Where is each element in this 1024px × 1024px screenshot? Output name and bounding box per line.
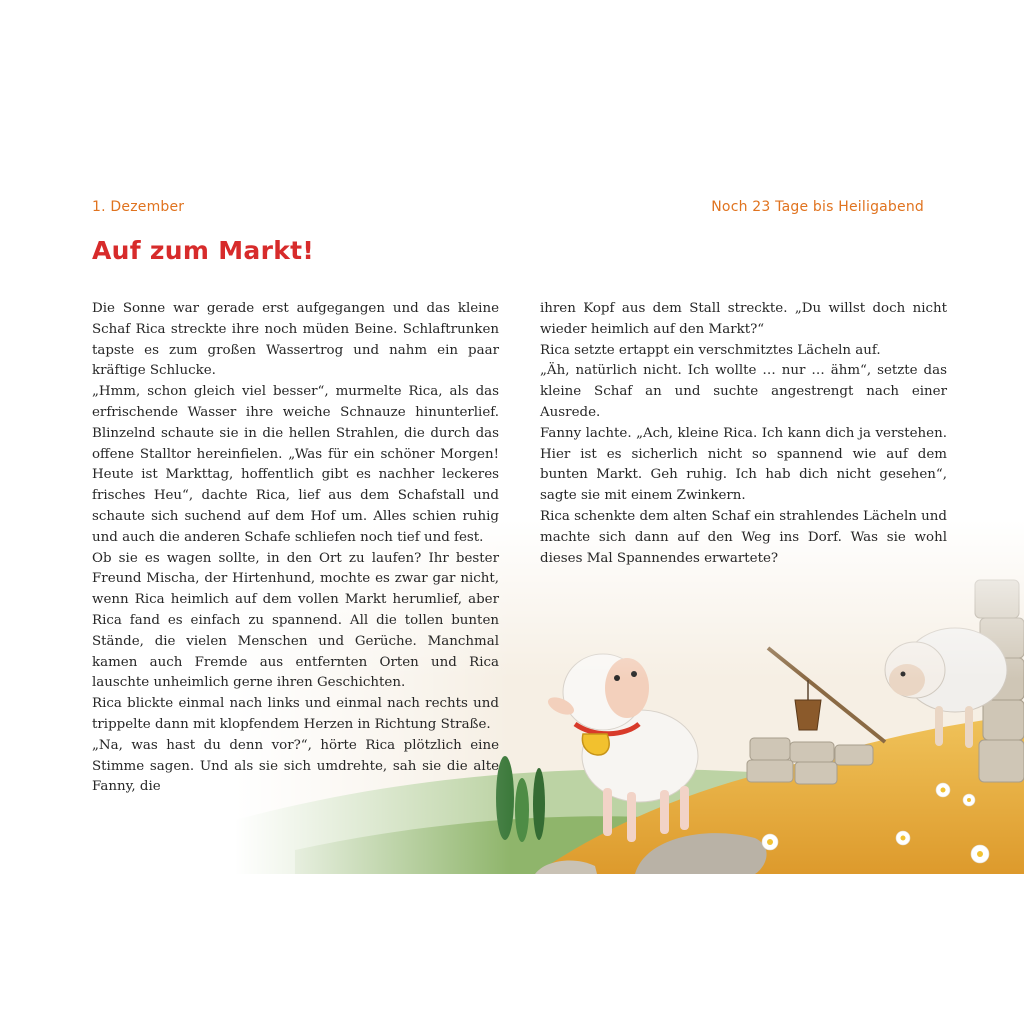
paragraph: Rica blickte einmal nach links und einmal nach rechts und trippelte dann mit klopfendem Herzen in Richtung Straße.: [92, 696, 499, 732]
christmas-countdown: Noch 23 Tage bis Heiligabend: [711, 199, 924, 215]
paragraph: Rica setzte ertappt ein verschmitztes Lächeln auf.: [540, 342, 881, 358]
paragraph: Rica schenkte dem alten Schaf ein strahlendes Lächeln und machte sich dann auf den Weg ins Dorf. Was sie wohl dieses Mal Spannendes erwartete?: [540, 508, 947, 566]
paragraph: Ob sie es wagen sollte, in den Ort zu laufen? Ihr bester Freund Mischa, der Hirtenhund, mochte es zwar gar nicht, wenn Rica heimlich auf dem vollen Markt herumlief, aber Rica fand es einfach zu spannend. All die tollen bunten Stände, die vielen Menschen und Gerüche. Manchmal kamen auch Fremde aus entfernten Orten und Rica lauschte unheimlich gerne ihren Geschichten.: [92, 550, 499, 691]
paragraph: Die Sonne war gerade erst aufgegangen und das kleine Schaf Rica streckte ihre noch müden Beine. Schlaftrunken tapste es zum großen Wassertrog und nahm ein paar kräftige Schlucke.: [92, 301, 499, 379]
text-column-right: [540, 299, 947, 569]
paragraph: „Hmm, schon gleich viel besser“, murmelte Rica, als das erfrischende Wasser ihre weiche Schnauze hinunterlief. Blinzelnd schaute sie in die hellen Strahlen, die durch das offene Stalltor hereinfielen. „Was für ein schöner Morgen! Heute ist Markttag, hoffentlich gibt es nachher leckeres frisches Heu“, dachte Rica, lief aus dem Schafstall und schaute sich suchend auf dem Hof um. Alles schien ruhig und auch die anderen Schafe schliefen noch tief und fest.: [92, 384, 499, 545]
paragraph: „Na, was hast du denn vor?“, hörte Rica plötzlich eine Stimme sagen. Und als sie sich umdrehte, sah sie die alte Fanny, die: [92, 737, 499, 795]
paragraph: „Äh, natürlich nicht. Ich wollte … nur … ähm“, setzte das kleine Schaf an und suchte angestrengt nach einer Ausrede.: [540, 363, 947, 420]
story-title: Auf zum Markt!: [92, 236, 315, 265]
chapter-date: 1. Dezember: [92, 199, 185, 215]
paragraph: ihren Kopf aus dem Stall streckte. „Du willst doch nicht wieder heimlich auf den Markt?“: [540, 301, 947, 337]
paragraph: Fanny lachte. „Ach, kleine Rica. Ich kann dich ja verstehen. Hier ist es sicherlich nicht so spannend wie auf dem bunten Markt. Geh ruhig. Ich hab dich nicht gesehen“, sagte sie mit einem Zwinkern.: [540, 425, 947, 504]
text-column-left: [92, 299, 499, 798]
